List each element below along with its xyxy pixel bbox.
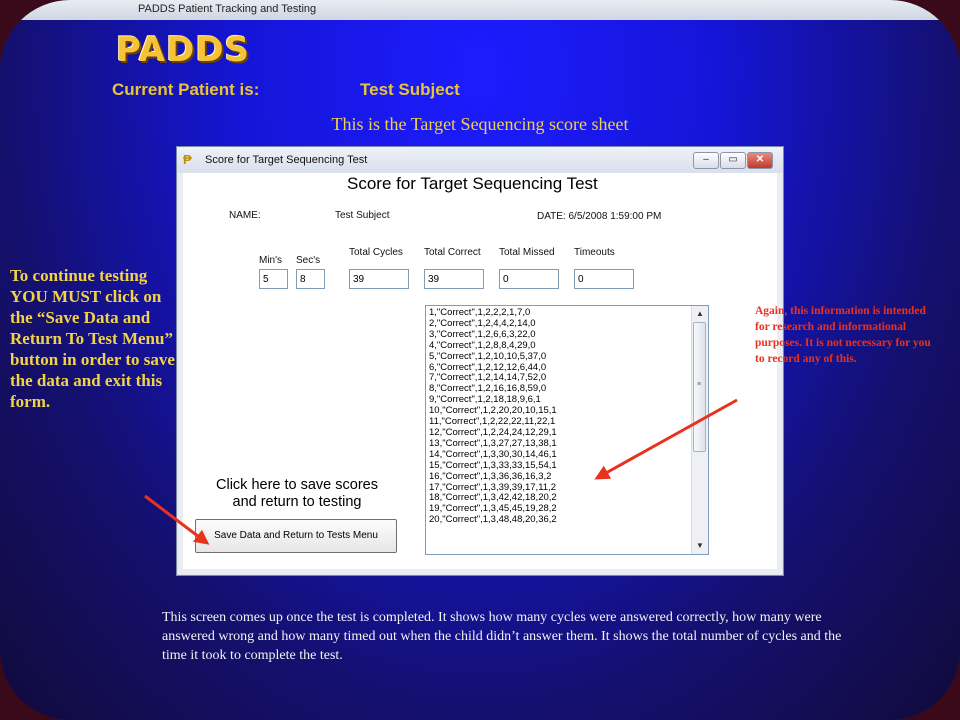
list-item[interactable]: 1,"Correct",1,2,2,2,1,7,0 [429, 307, 531, 318]
current-patient-label: Current Patient is: [112, 80, 260, 99]
scroll-up-icon[interactable]: ▲ [696, 309, 704, 318]
form-title: Score for Target Sequencing Test [347, 174, 598, 193]
timeouts-label: Timeouts [574, 247, 615, 258]
list-item[interactable]: 10,"Correct",1,2,20,20,10,15,1 [429, 405, 557, 417]
left-instruction-note: To continue testing YOU MUST click on the “Save Data and Return To Test Menu” button in order to save the data and exit this form. [10, 266, 175, 411]
total-missed-field[interactable]: 0 [499, 269, 559, 289]
list-item[interactable]: 14,"Correct",1,3,30,30,14,46,1 [429, 448, 557, 460]
mins-field[interactable]: 5 [259, 269, 288, 289]
close-button[interactable]: ✕ [747, 152, 773, 169]
maximize-button[interactable]: ▭ [720, 152, 746, 169]
date-text: DATE: 6/5/2008 1:59:00 PM [537, 211, 662, 222]
padds-logo: PADDS [116, 30, 251, 70]
secs-field[interactable]: 8 [296, 269, 325, 289]
scroll-down-icon[interactable]: ▼ [696, 541, 704, 550]
list-item[interactable]: 18,"Correct",1,3,42,42,18,20,2 [429, 492, 557, 504]
list-item[interactable]: 5,"Correct",1,2,10,10,5,37,0 [429, 350, 547, 362]
name-value: Test Subject [335, 210, 390, 221]
list-item[interactable]: 2,"Correct",1,2,4,4,2,14,0 [429, 317, 536, 329]
save-and-return-button[interactable]: Save Data and Return to Tests Menu [195, 519, 397, 553]
list-item[interactable]: 17,"Correct",1,3,39,39,17,11,2 [429, 481, 556, 493]
list-item[interactable]: 12,"Correct",1,2,24,24,12,29,1 [429, 426, 557, 438]
app-title: PADDS Patient Tracking and Testing [138, 3, 317, 15]
list-item[interactable]: 4,"Correct",1,2,8,8,4,29,0 [429, 339, 536, 351]
total-correct-field[interactable]: 39 [424, 269, 484, 289]
list-item[interactable]: 3,"Correct",1,2,6,6,3,22,0 [429, 328, 536, 340]
save-hint-line-2: and return to testing [232, 494, 362, 510]
mins-label: Min's [259, 255, 283, 266]
current-patient-value: Test Subject [360, 80, 460, 99]
list-item[interactable]: 13,"Correct",1,3,27,27,13,38,1 [429, 437, 557, 449]
list-item[interactable]: 7,"Correct",1,2,14,14,7,52,0 [429, 372, 547, 384]
list-item[interactable]: 6,"Correct",1,2,12,12,6,44,0 [429, 361, 547, 373]
minimize-button[interactable]: – [693, 152, 719, 169]
list-item[interactable]: 8,"Correct",1,2,16,16,8,59,0 [429, 383, 547, 395]
timeouts-field[interactable]: 0 [574, 269, 634, 289]
name-label: NAME: [229, 210, 261, 221]
dialog-title: Score for Target Sequencing Test [205, 154, 368, 166]
list-item[interactable]: 20,"Correct",1,3,48,48,20,36,2 [429, 514, 557, 526]
slide-subtitle: This is the Target Sequencing score sheet [331, 114, 629, 134]
total-correct-label: Total Correct [424, 247, 481, 258]
app-icon: ₱ [183, 152, 192, 167]
list-item[interactable]: 9,"Correct",1,2,18,18,9,6,1 [429, 394, 541, 406]
total-cycles-field[interactable]: 39 [349, 269, 409, 289]
right-info-note: Again, this information is intended for research and informational purposes. It is not necessary for you to record any of this. [755, 305, 931, 365]
arrow-to-save-button [145, 496, 207, 543]
bottom-description: This screen comes up once the test is completed. It shows how many cycles were answered correctly, how many were answered wrong and how many timed out when the child didn’t answer them. It shows the total number of cycles and the time it took to complete the test. [162, 610, 842, 663]
list-item[interactable]: 19,"Correct",1,3,45,45,19,28,2 [429, 503, 557, 515]
total-missed-label: Total Missed [499, 247, 555, 258]
total-cycles-label: Total Cycles [349, 247, 403, 258]
save-hint-line-1: Click here to save scores [216, 477, 378, 493]
list-item[interactable]: 11,"Correct",1,2,22,22,11,22,1 [429, 416, 556, 428]
grip-icon: ≡ [697, 381, 702, 388]
secs-label: Sec's [296, 255, 321, 266]
list-item[interactable]: 15,"Correct",1,3,33,33,15,54,1 [429, 459, 557, 471]
list-item[interactable]: 16,"Correct",1,3,36,36,16,3,2 [429, 470, 552, 482]
arrow-to-results-list [597, 400, 737, 478]
